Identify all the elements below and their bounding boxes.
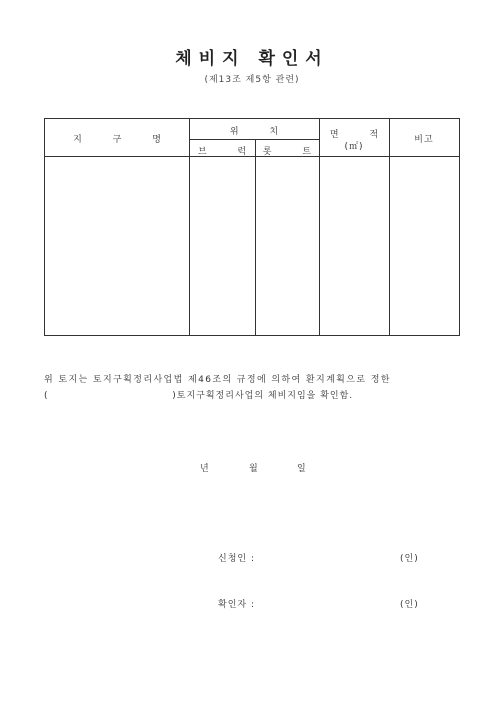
confirmer-seal: (인) (400, 600, 419, 610)
remark-field[interactable] (390, 157, 459, 335)
date-year: 년 (200, 464, 209, 474)
applicant-label: 신청인 : (218, 554, 255, 564)
header-area-unit: (㎡) (344, 142, 364, 152)
header-lot: 롯 트 (262, 147, 326, 157)
statement-open-paren: ( (44, 391, 49, 401)
document-subtitle: (제13조 제5항 관련) (204, 75, 300, 85)
land-info-table (44, 118, 460, 336)
document-title: 체비지 확인서 (175, 49, 329, 69)
applicant-name-field[interactable] (264, 549, 394, 563)
date-day: 일 (297, 464, 306, 474)
header-area: 면 적 (329, 130, 393, 140)
statement-line-1: 위 토지는 토지구획정리사업법 제46조의 규정에 의하여 환지계획으로 정한 (44, 375, 391, 385)
header-district-name: 지 구 명 (73, 135, 175, 145)
confirmer-label: 확인자 : (218, 600, 255, 610)
statement-line-2 (44, 388, 464, 401)
table-divider (189, 139, 319, 140)
lot-field[interactable] (256, 157, 319, 335)
date-month: 월 (249, 464, 258, 474)
district-name-field[interactable] (45, 157, 189, 335)
block-field[interactable] (190, 157, 255, 335)
confirmer-name-field[interactable] (264, 595, 394, 609)
header-remark: 비고 (414, 135, 434, 145)
area-field[interactable] (320, 157, 389, 335)
header-block: 브 럭 (197, 147, 261, 157)
applicant-seal: (인) (400, 554, 419, 564)
header-location: 위 치 (229, 127, 293, 137)
statement-line-2-text: )토지구획정리사업의 체비지임을 확인함. (172, 391, 354, 401)
